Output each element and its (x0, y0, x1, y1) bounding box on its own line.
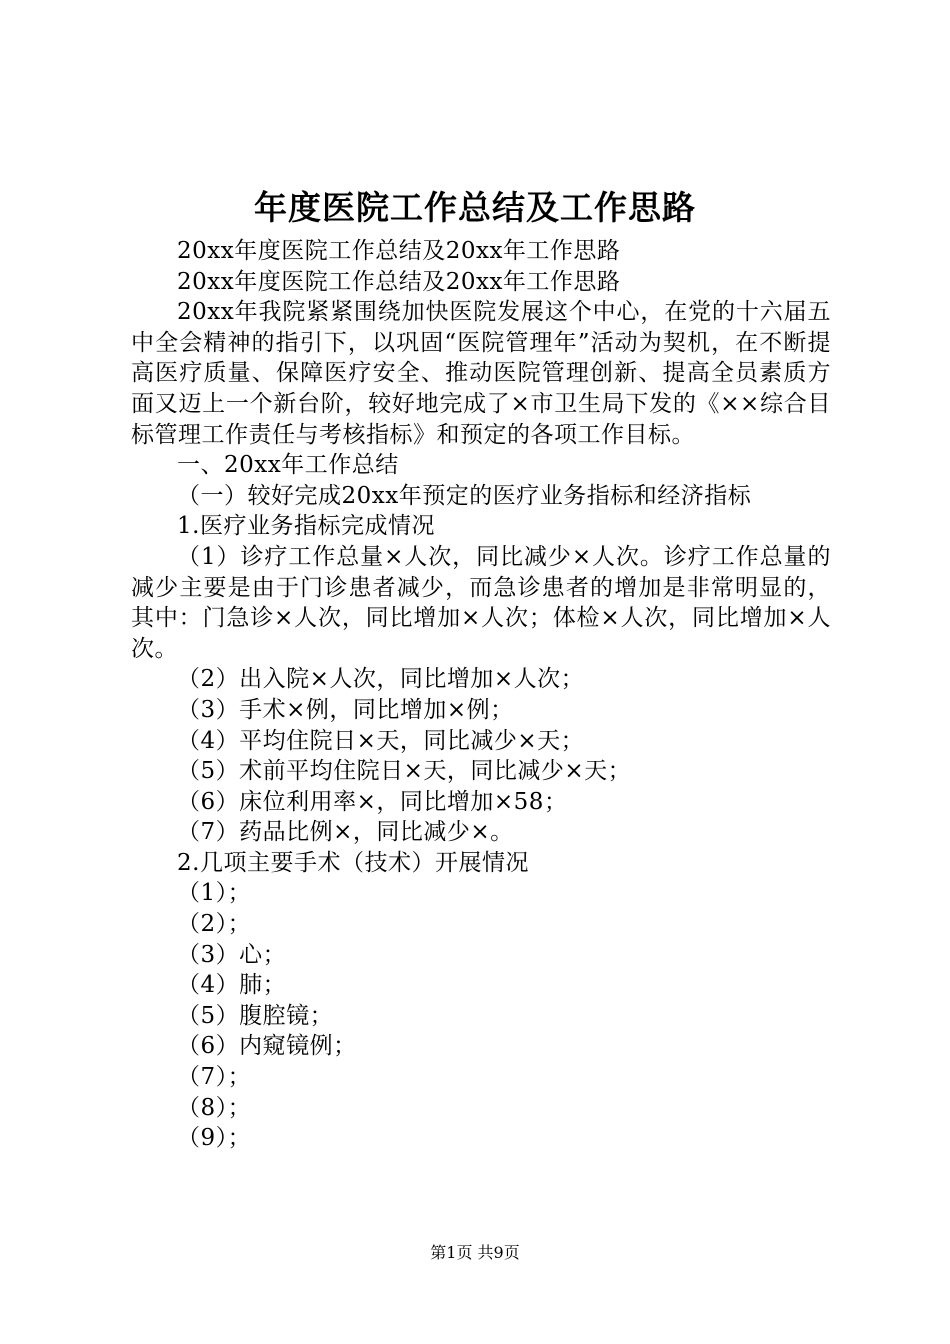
list-item: （1）； (177, 880, 252, 907)
section-heading: 一、20xx年工作总结 (177, 452, 399, 479)
document-body (131, 236, 831, 1154)
list-item: （5）术前平均住院日×天，同比减少×天； (177, 758, 632, 785)
item-heading: 2.几项主要手术（技术）开展情况 (177, 849, 529, 876)
page-number-footer: 第1页 共9页 (430, 1243, 520, 1262)
list-item: （6）内窥镜例； (177, 1033, 357, 1060)
subsection-heading: （一）较好完成20xx年预定的医疗业务指标和经济指标 (177, 482, 752, 509)
item-heading: 1.医疗业务指标完成情况 (177, 513, 435, 540)
list-item: （8）； (177, 1094, 252, 1121)
list-item: （2）； (177, 911, 252, 938)
list-item: （3）心； (177, 941, 287, 968)
document-title: 年度医院工作总结及工作思路 (254, 188, 696, 227)
intro-paragraph: 20xx年我院紧紧围绕加快医院发展这个中心，在党的十六届五中全会精神的指引下，以巩固“医院管理年”活动为契机，在不断提高医疗质量、保障医疗安全、推动医院管理创新、提高全员素质方面又迈上一个新台阶，较好地完成了×市卫生局下发的《××综合目标管理工作责任与考核指标》和预定的各项工作目标。 (131, 299, 831, 448)
list-item: （9）； (177, 1125, 252, 1152)
subtitle-line: 20xx年度医院工作总结及20xx年工作思路 (177, 238, 621, 264)
list-item: （4）平均住院日×天，同比减少×天； (177, 727, 585, 754)
list-item: （7）； (177, 1064, 252, 1091)
list-item: （4）肺； (177, 972, 287, 999)
list-item: （5）腹腔镜； (177, 1002, 334, 1029)
list-item: （2）出入院×人次，同比增加×人次； (177, 666, 585, 693)
list-item: （6）床位利用率×，同比增加×58； (177, 788, 568, 815)
list-item: （7）药品比例×，同比减少×。 (177, 819, 514, 846)
list-item: （3）手术×例，同比增加×例； (177, 696, 514, 723)
list-item: （1）诊疗工作总量×人次，同比减少×人次。诊疗工作总量的减少主要是由于门诊患者减少，而急诊患者的增加是非常明显的，其中：门急诊×人次，同比增加×人次；体检×人次，同比增加×人次。 (131, 543, 831, 662)
subtitle-line: 20xx年度医院工作总结及20xx年工作思路 (177, 268, 621, 295)
